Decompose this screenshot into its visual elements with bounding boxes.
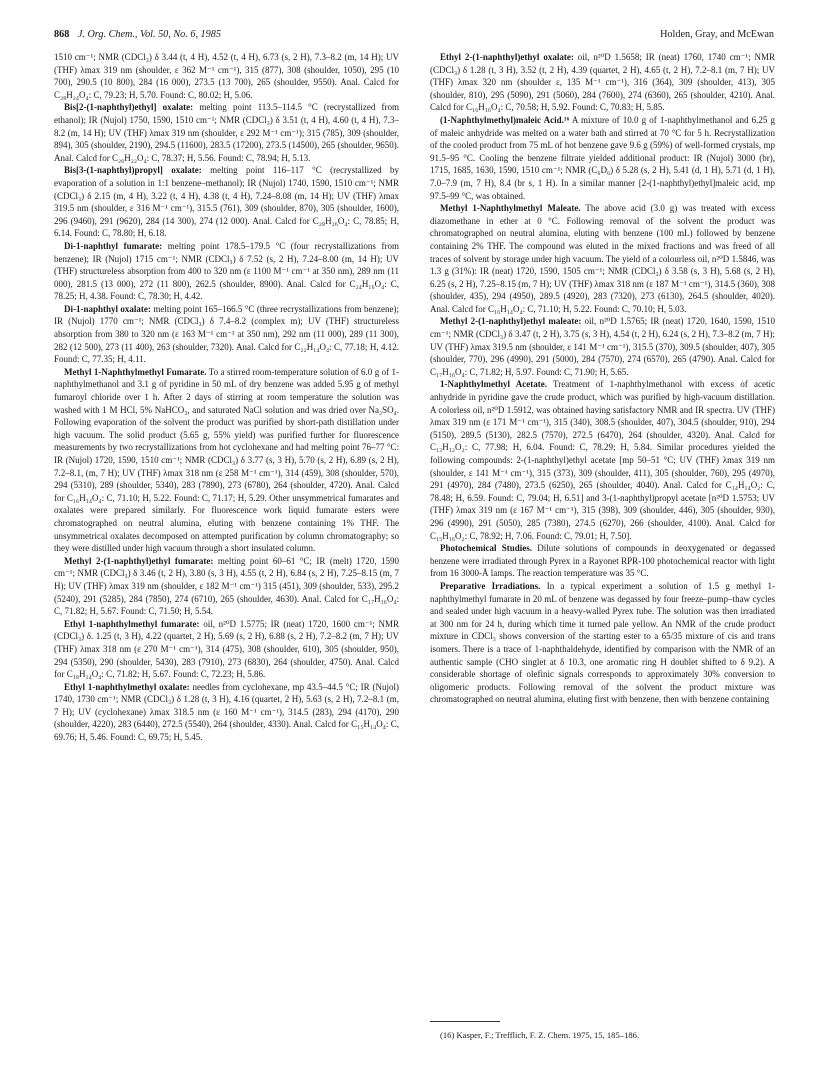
right-paragraph: [430, 315, 775, 378]
right-paragraph: [430, 542, 775, 580]
compound-heading: Ethyl 2-(1-naphthyl)ethyl oxalate:: [440, 52, 574, 62]
compound-heading: Bis[2-(1-naphthyl)ethyl] oxalate:: [64, 102, 194, 113]
left-paragraph: [54, 555, 399, 618]
compound-heading: Ethyl 1-naphthylmethyl fumarate:: [64, 618, 200, 629]
compound-heading: Di-1-naphthyl oxalate:: [64, 303, 151, 314]
compound-heading: Methyl 2-(1-naphthyl)ethyl maleate:: [440, 316, 582, 327]
footnote: (16) Kasper, F.; Trefflich, F. Z. Chem. 1975, 15, 185–186.: [440, 1030, 640, 1040]
paragraph-text: melting point 165–166.5 °C (three recrystallizations from benzene); IR (Nujol) 1770 cm⁻¹; NMR (CDCl₃) δ 7.4–8.2 (complex m); UV (THF) structureless absorption from 380 to 320 nm (ε 163 M⁻¹ cm⁻¹ at 350 nm), 292 nm (11 000), 289 (11 300), 282 (12 500), 273 (11 400), 263 (shoulder, 7320). Anal. Calcd for C₂₂H₁₄O₄: C, 77.18; H, 4.12. Found: C, 77.35; H, 4.11.: [54, 303, 399, 365]
paragraph-text: Dilute solutions of compounds in deoxygenated or degassed benzene were irradiated through Pyrex in a Rayonet RPR-100 photochemical reactor with light from 16 3000-Å lamps. The reaction temperature was 35 °C.: [430, 543, 776, 579]
left-paragraph: [54, 101, 399, 164]
header-left: [54, 28, 221, 42]
paragraph-text: melting point 113.5–114.5 °C (recrystallized from ethanol); IR (Nujol) 1750, 1590, 1510 cm⁻¹; NMR (CDCl₃) δ 3.51 (t, 4 H), 4.60 (t, 4 H), 7.3–8.2 (m, 14 H); UV (THF) λmax 319 nm (shoulder, ε 292 M⁻¹ cm⁻¹); 315 (785), 309 (shoulder, 894), 305 (shoulder, 2190), 294.5 (11600), 283.5 (17200), 273.5 (14500), 265 (shoulder, 9650). Anal. Calcd for C₂₆H₂₂O₄: C, 78.37; H, 5.56. Found: C, 78.94; H, 5.13.: [54, 102, 399, 163]
paragraph-text: 1510 cm⁻¹; NMR (CDCl₃) δ 3.44 (t, 4 H), 4.52 (t, 4 H), 6.73 (s, 2 H), 7.3–8.2 (m, 14 H); UV (THF) λmax 319 nm (shoulder, ε 362 M⁻¹ cm⁻¹), 315 (877), 308 (shoulder, 1050), 295 (10 700), 290.5 (10 800), 284 (16 000), 273.5 (13 700), 265 (shoulder, 9550). Anal. Calcd for C₂₈H₂₄O₄: C, 79.23; H, 5.70. Found: C, 80.02; H, 5.06.: [54, 52, 399, 100]
compound-heading: 1-Naphthylmethyl Acetate.: [440, 379, 547, 390]
header-authors: Holden, Gray, and McEwan: [660, 29, 774, 40]
compound-heading: Preparative Irradiations.: [440, 580, 541, 591]
left-paragraph: [54, 366, 399, 555]
footnote-rule: [430, 1021, 500, 1022]
left-paragraph: [54, 681, 399, 744]
right-paragraph: [430, 202, 775, 315]
running-header: [54, 28, 774, 44]
paragraph-text: oil, n²⁰D 1.5765; IR (neat) 1720, 1640, 1590, 1510 cm⁻¹; NMR (CDCl₃) δ 3.47 (t, 2 H), 3.75 (s, 3 H), 4.54 (t, 2 H), 6.24 (s, 2 H), 7.3–8.2 (m, 7 H); UV (THF) λmax 319.5 nm (shoulder, ε 141 M⁻¹ cm⁻¹), 315.5 (370), 309.5 (shoulder, 407), 305 (shoulder, 770), 296 (4990), 291 (5000), 284 (7570), 274 (6570), 265 (4790). Anal. Calcd for C₁₇H₁₆O₄: C, 71.82; H, 5.97. Found: C, 71.90; H, 5.65.: [430, 316, 775, 377]
left-paragraph: [54, 303, 399, 366]
page-number: 868: [54, 29, 70, 40]
paragraph-text: melting point 60–61 °C; IR (melt) 1720, 1590 cm⁻¹; NMR (CDCl₃) δ 3.46 (t, 2 H), 3.80 (s, 3 H), 4.55 (t, 2 H), 6.84 (s, 2 H), 7.25–8.15 (m, 7 H); UV (THF) λmax 319 nm (shoulder, ε 182 M⁻¹ cm⁻¹) 315 (451), 309 (shoulder, 533), 295.2 (5240), 291 (5285), 284 (7850), 274 (6710), 265 (shoulder, 4630). Anal. Calcd for C₁₇H₁₆O₄: C, 71.82; H, 5.67. Found: C, 71.50; H, 5.54.: [54, 555, 399, 617]
paragraph-text: To a stirred room-temperature solution of 6.0 g of 1-naphthylmethanol and 3.1 g of pyridine in 50 mL of dry benzene was added 5.95 g of methyl fumaroyl chloride over 1 h. After 2 days of stirring at room temperature the solution was washed with 1 M HCl, 5% NaHCO₃, and saturated NaCl solution and was dried over Na₂SO₄. Following evaporation of the solvent the product was purified by short-path distillation under high vacuum. The solid product (5.65 g, 55% yield) was purified further for fluorescence measurements by two recrystallizations from hot cyclohexane and had melting point 76–77 °C: IR (Nujol) 1720, 1590, 1510 cm⁻¹; NMR (CDCl₃) δ 3.77 (s, 3 H), 5.70 (s, 2 H), 6.89 (s, 2 H), 7.2–8.1, (m, 7 H); UV (THF) λmax 318 nm (ε 258 M⁻¹ cm⁻¹), 314 (459), 308 (shoulder, 570), 294 (5310), 289 (shoulder, 5340), 283 (7890), 273 (6780), 264 (shoulder, 4720). Anal. Calcd for C₁₆H₁₄O₄: C, 71.10; H, 5.22. Found: C, 71.17; H, 5.29. Other unsymmetrical fumarates and oxalates were prepared similarly. For fluorescence work liquid fumarate esters were chromatographed on neutral alumina, eluting with benzene containing 1% THF. The unsymmetrical oxalates decomposed on attempted purification by column chromatography; so they were distilled under high vacuum through a short insulated column.: [54, 366, 399, 554]
right-paragraph: [430, 580, 775, 706]
paragraph-text: The above acid (3.0 g) was treated with excess diazomethane in ether at 0 °C. Following removal of the solvent the product was chromatographed on neutral alumina, eluting with benzene (100 mL) followed by benzene containing 2% THF. The compound was eluted in the mixed fractions and was freed of all traces of solvent by storage under high vacuum. The yield of a colourless oil, n²⁰D 1.5846, was 1.3 g (31%): IR (neat) 1720, 1590, 1505 cm⁻¹; NMR (CDCl₃) δ 3.58 (s, 3 H), 5.68 (s, 2 H), 6.25 (s, 2 H), 7.25–8.15 (m, 7 H); UV (THF) λmax 318 nm (ε 187 M⁻¹ cm⁻¹), 314.5 (360), 308 (shoulder, 435), 294 (4950), 289.5 (4920), 283 (7320), 273 (6130), 264.5 (shoulder, 4020). Anal. Calcd for C₁₆H₁₄O₄: C, 71.10; H, 5.22. Found: C, 70.10; H, 5.03.: [430, 203, 775, 314]
journal-citation: J. Org. Chem., Vol. 50, No. 6, 1985: [77, 29, 221, 40]
left-paragraph: [54, 164, 399, 240]
right-column: [430, 51, 775, 706]
right-paragraph: [430, 114, 775, 202]
left-paragraph: [54, 51, 399, 101]
compound-heading: Ethyl 1-naphthylmethyl oxalate:: [64, 681, 190, 692]
paragraph-text: oil, n²⁰D 1.5658; IR (neat) 1760, 1740 cm⁻¹; NMR (CDCl₃) δ 1.28 (t, 3 H), 3.52 (t, 2 H), 4.39 (quartet, 2 H), 4.65 (t, 2 H), 7.2–8.1 (m, 7 H); UV (THF) λmax 320 nm (shoulder ε, 135 M⁻¹ cm⁻¹), 316 (364), 309 (shoulder, 413), 305 (shoulder, 810), 295 (5090), 291 (5060), 284 (7600), 274 (6360), 265 (shoulder, 4210). Anal. Calcd for C₁₆H₁₆O₄: C, 70.58; H, 5.92. Found: C, 70.83; H, 5.85.: [430, 52, 776, 113]
paragraph-text: oil, n²⁰D 1.5775; IR (neat) 1720, 1600 cm⁻¹; NMR (CDCl₃) δ. 1.25 (t, 3 H), 4.22 (quartet, 2 H), 5.69 (s, 2 H), 6.88 (s, 2 H), 7.2–8.2 (m, 7 H); UV (THF) λmax 318 nm (ε 270 M⁻¹ cm⁻¹), 314 (475), 308 (shoulder, 610), 305 (shoulder, 950), 294 (5350), 290 (shoulder, 5430), 283 (7910), 273 (6830), 264 (shoulder, 4750). Anal. Calcd for C₁₈H₁₄O₄: C, 71.82; H, 5.67. Found: C, 72.23; H, 5.86.: [54, 618, 400, 680]
compound-heading: Methyl 2-(1-naphthyl)ethyl fumarate:: [64, 555, 214, 566]
paragraph-text: Treatment of 1-naphthylmethanol with excess of acetic anhydride in pyridine gave the crude product, which was purified by high-vacuum distillation. A colorless oil, n²⁰D 1.5912, was obtained having satisfactory NMR and IR spectra. UV (THF) λmax 319 nm (ε 171 M⁻¹ cm⁻¹), 315 (340), 308.5 (shoulder, 407), 304.5 (shoulder, 910), 294 (5150), 289.5 (5130), 282.5 (7570), 272.5 (6470), 264 (shoulder, 4320). Anal. Calcd for C₁₃H₁₂O₂: C, 77.98; H, 6.04. Found: C, 78.29; H, 5.84. Similar procedures yielded the following compounds: 2-(1-naphthyl)ethyl acetate [mp 50–51 °C; UV (THF) λmax 319 nm (shoulder, ε 141 M⁻¹ cm⁻¹), 315 (373), 309 (shoulder, 411), 305 (shoulder, 760), 295 (4970), 291 (4970), 284 (7480), 273.5 (6250), 265 (shoulder, 4040). Anal. Calcd for C₁₄H₁₄O₂: C, 78.48; H, 6.59. Found: C, 79.04; H, 6.51] and 3-(1-naphthyl)propyl acetate [n²⁰D 1.5753; UV (THF) λmax 319 nm (ε 167 M⁻¹ cm⁻¹), 315 (398), 309 (shoulder, 446), 305 (shoulder, 930), 296 (4990), 291 (5050), 285 (7380), 274.5 (6270), 266 (shoulder, 4100). Anal. Calcd for C₁₅H₁₆O₂: C, 78.92; H, 7.06. Found: C, 79.01; H, 7.50].: [430, 379, 775, 541]
compound-heading: Methyl 1-Naphthylmethyl Maleate.: [440, 203, 581, 214]
left-paragraph: [54, 618, 399, 681]
right-paragraph: [430, 378, 775, 542]
right-paragraph: [430, 51, 775, 114]
paragraph-text: A mixture of 10.0 g of 1-naphthylmethanol and 6.25 g of maleic anhydride was melted on a water bath and stirred at 70 °C for 5 h. Recrystallization of the cooled product from 75 mL of hot benzene gave 9.6 g (59%) of well-formed crystals, mp 91.5–95 °C. Cooling the benzene filtrate yielded additional product: IR (Nujol) 3000 (br), 1715, 1685, 1630, 1590, 1510 cm⁻¹; NMR (C₆D₆) δ 5.28 (s, 2 H), 5.41 (d, 1 H), 5.71 (d, 1 H), 7.0–7.9 (m, 7 H), 8.4 (br s, 1 H). In a similar manner [2-(1-naphthyl)ethyl]maleic acid, mp 97.5–99 °C, was obtained.: [430, 114, 775, 201]
compound-heading: Methyl 1-Naphthylmethyl Fumarate.: [64, 366, 207, 377]
paragraph-text: needles from cyclohexane, mp 43.5–44.5 °C; IR (Nujol) 1740, 1730 cm⁻¹; NMR (CDCl₃) δ 1.28 (t, 3 H), 4.16 (quartet, 2 H), 5.63 (s, 2 H), 7.2–8.1 (m, 7 H); UV (cyclohexane) λmax 318.5 nm (ε 160 M⁻¹ cm⁻¹), 314.5 (283), 294 (4170), 290 (shoulder, 4220), 283 (6440), 272.5 (5540), 264 (shoulder, 4330). Anal. Calcd for C₁₅H₁₄O₄: C, 69.76; H, 5.46. Found: C, 69.75; H, 5.45.: [54, 681, 399, 743]
left-column: [54, 51, 399, 744]
compound-heading: Di-1-naphthyl fumarate:: [64, 240, 163, 251]
paragraph-text: melting point 116–117 °C (recrystallized by evaporation of a solution in 1:1 benzene–methanol); IR (Nujol) 1740, 1590, 1510 cm⁻¹; NMR (CDCl₃) δ 2.15 (m, 4 H), 3.22 (t, 4 H), 4.38 (t, 4 H), 7.24–8.08 (m, 14 H); UV (THF) λmax 319.5 nm (shoulder, ε 316 M⁻¹ cm⁻¹), 315.5 (761), 309 (shoulder, 870), 305 (shoulder, 1600), 296 (9460), 291 (9620), 284 (14 300), 274 (12 000). Anal. Calcd for C₂₈H₂₆O₄: C, 78.85; H, 6.14. Found: C, 78.80; H, 6.18.: [54, 165, 399, 239]
paragraph-text: melting point 178.5–179.5 °C (four recrystallizations from benzene); IR (Nujol) 1715 cm⁻¹; NMR (CDCl₃) δ 7.52 (s, 2 H), 7.24–8.00 (m, 14 H); UV (THF) structureless absorption from 400 to 320 nm (ε 1100 M⁻¹ cm⁻¹ at 350 nm), 289 nm (11 000), 281.5 (13 000), 272 (11 800), 262.5 (shoulder, 8900). Anal. Calcd for C₂₄H₁₆O₄: C, 78.25; H, 4.38. Found: C, 78.30; H, 4.42.: [54, 240, 400, 302]
compound-heading: (1-Naphthylmethyl)maleic Acid.¹⁶: [440, 114, 570, 125]
compound-heading: Bis[3-(1-naphthyl)propyl] oxalate:: [64, 165, 202, 176]
compound-heading: Photochemical Studies.: [440, 543, 533, 554]
left-paragraph: [54, 240, 399, 303]
paragraph-text: In a typical experiment a solution of 1.5 g methyl 1-naphthylmethyl fumarate in 20 mL of benzene was degassed by four freeze–pump–thaw cycles and sealed under high vacuum in a heavy-walled Pyrex tube. The solution was then irradiated at 300 nm for 24 h, during which time it turned pale yellow. An NMR of the crude product mixture in CDCl₃ shows conversion of the starting ester to a 65/35 mixture of cis and trans isomers. There is a trace of 1-naphthaldehyde, identified by comparison with the NMR of an authentic sample (CHO singlet at δ 10.3, one aromatic ring H doublet shifted to δ 9.2). A considerable shortage of olefinic signals corresponds to approximately 30% conversion to oligomeric products. Following removal of the solvent the product mixture was chromatographed on neutral alumina, eluting first with benzene, then with benzene containing: [430, 580, 775, 705]
